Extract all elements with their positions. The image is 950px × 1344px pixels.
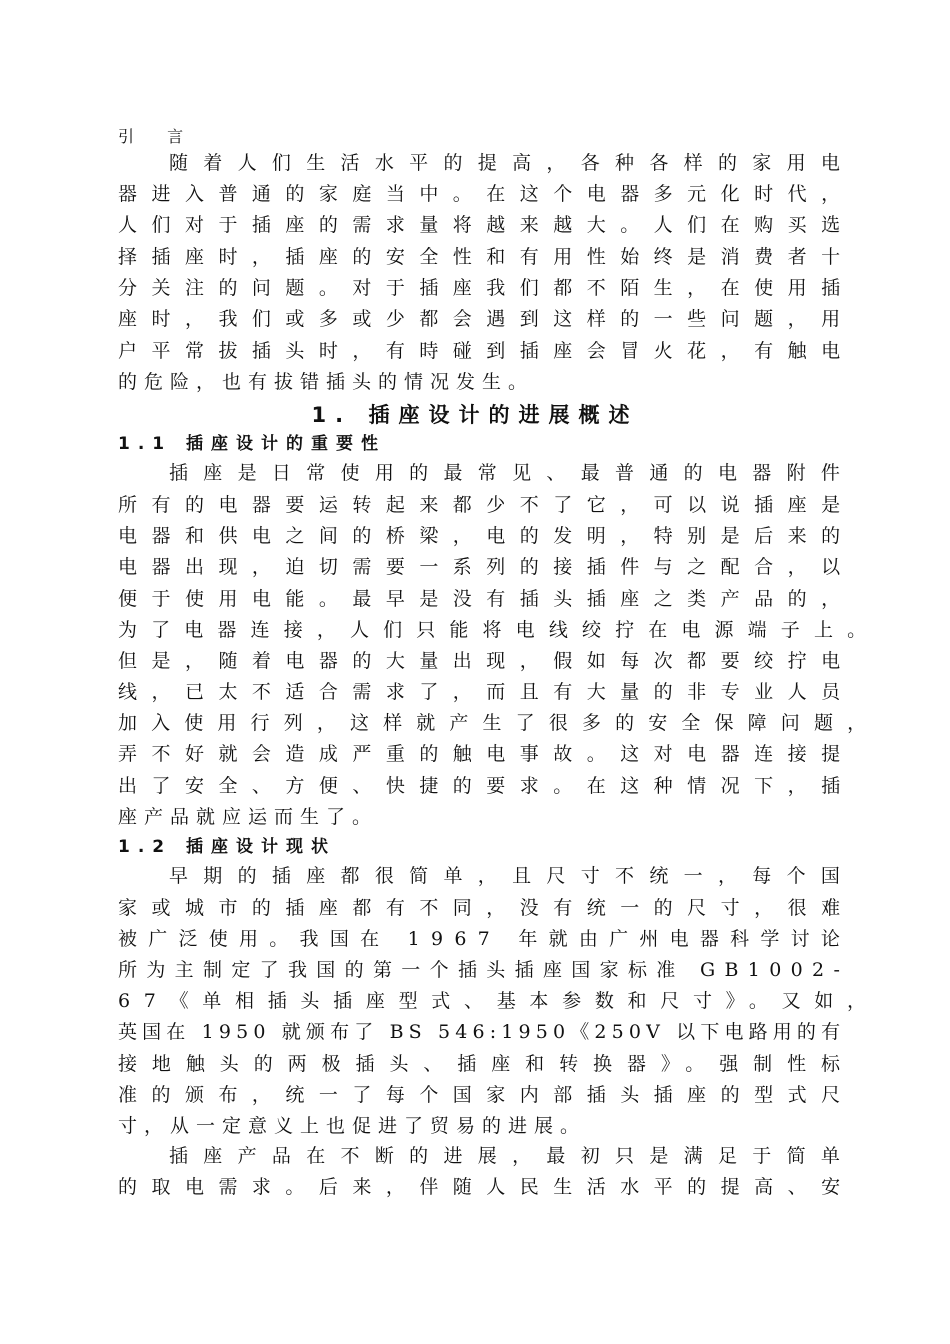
intro-line: 随着人们生活水平的提高，各种各样的家用电 [169, 152, 856, 174]
section-1-1-line: 线，已太不适合需求了，而且有大量的非专业人员 [118, 681, 855, 703]
intro-line: 人们对于插座的需求量将越来越大。人们在购买选 [118, 214, 855, 236]
section-1-1-line: 所有的电器要运转起来都少不了它，可以说插座是 [118, 494, 855, 516]
section-1-2-line: 的取电需求。后来，伴随人民生活水平的提高、安 [118, 1176, 855, 1198]
section-1-1-line: 电器和供电之间的桥梁，电的发明，特别是后来的 [118, 525, 855, 547]
section-title-1-1: 1.1 插座设计的重要性 [118, 434, 387, 454]
section-1-2-line: 插座产品在不断的进展，最初只是满足于简单 [169, 1145, 856, 1167]
intro-line: 器进入普通的家庭当中。在这个电器多元化时代， [118, 183, 855, 205]
intro-line: 座时，我们或多或少都会遇到这样的一些问题，用 [118, 308, 855, 330]
intro-heading: 引 言 [118, 127, 198, 146]
section-1-2-line: 早期的插座都很简单，且尺寸不统一，每个国 [169, 865, 856, 887]
chapter-title: 1. 插座设计的进展概述 [311, 403, 639, 427]
intro-line: 分关注的问题。对于插座我们都不陌生，在使用插 [118, 277, 855, 299]
section-title-1-2: 1.2 插座设计现状 [118, 837, 337, 857]
section-1-2-line: 准的颁布，统一了每个国家内部插头插座的型式尺 [118, 1084, 855, 1106]
section-1-1-line: 弄不好就会造成严重的触电事故。这对电器连接提 [118, 743, 855, 765]
section-1-2-line: 被广泛使用。我国在 1967 年就由广州电器科学讨论 [118, 928, 852, 950]
section-1-2-line: 寸，从一定意义上也促进了贸易的进展。 [118, 1115, 587, 1137]
section-1-2-line: 接地触头的两极插头、插座和转换器》。强制性标 [118, 1053, 855, 1075]
section-1-1-line: 为了电器连接，人们只能将电线绞拧在电源端子上。 [118, 619, 881, 641]
section-1-1-line: 但是，随着电器的大量出现，假如每次都要绞拧电 [118, 650, 855, 672]
intro-line: 户平常拔插头时，有時碰到插座会冒火花，有触电 [118, 340, 855, 362]
section-1-1-line: 加入使用行列，这样就产生了很多的安全保障问题， [118, 712, 881, 734]
section-1-1-line: 电器出现，迫切需要一系列的接插件与之配合，以 [118, 556, 855, 578]
section-1-2-line: 英国在 1950 就颁布了 BS 546:1950《250V 以下电路用的有 [118, 1021, 846, 1043]
intro-line: 的危险，也有拔错插头的情况发生。 [118, 371, 535, 393]
section-1-1-line: 出了安全、方便、快捷的要求。在这种情况下，插 [118, 775, 855, 797]
section-1-1-line: 便于使用电能。最早是没有插头插座之类产品的， [118, 588, 855, 610]
section-1-2-line: 67《单相插头插座型式、基本参数和尺寸》。又如， [118, 990, 880, 1012]
section-1-2-line: 家或城市的插座都有不同，没有统一的尺寸，很难 [118, 897, 855, 919]
section-1-1-line: 插座是日常使用的最常见、最普通的电器附件 [169, 462, 856, 484]
section-1-1-line: 座产品就应运而生了。 [118, 806, 379, 828]
section-1-2-line: 所为主制定了我国的第一个插头插座国家标准 GB1002- [118, 959, 850, 981]
intro-line: 择插座时，插座的安全性和有用性始终是消费者十 [118, 246, 855, 268]
